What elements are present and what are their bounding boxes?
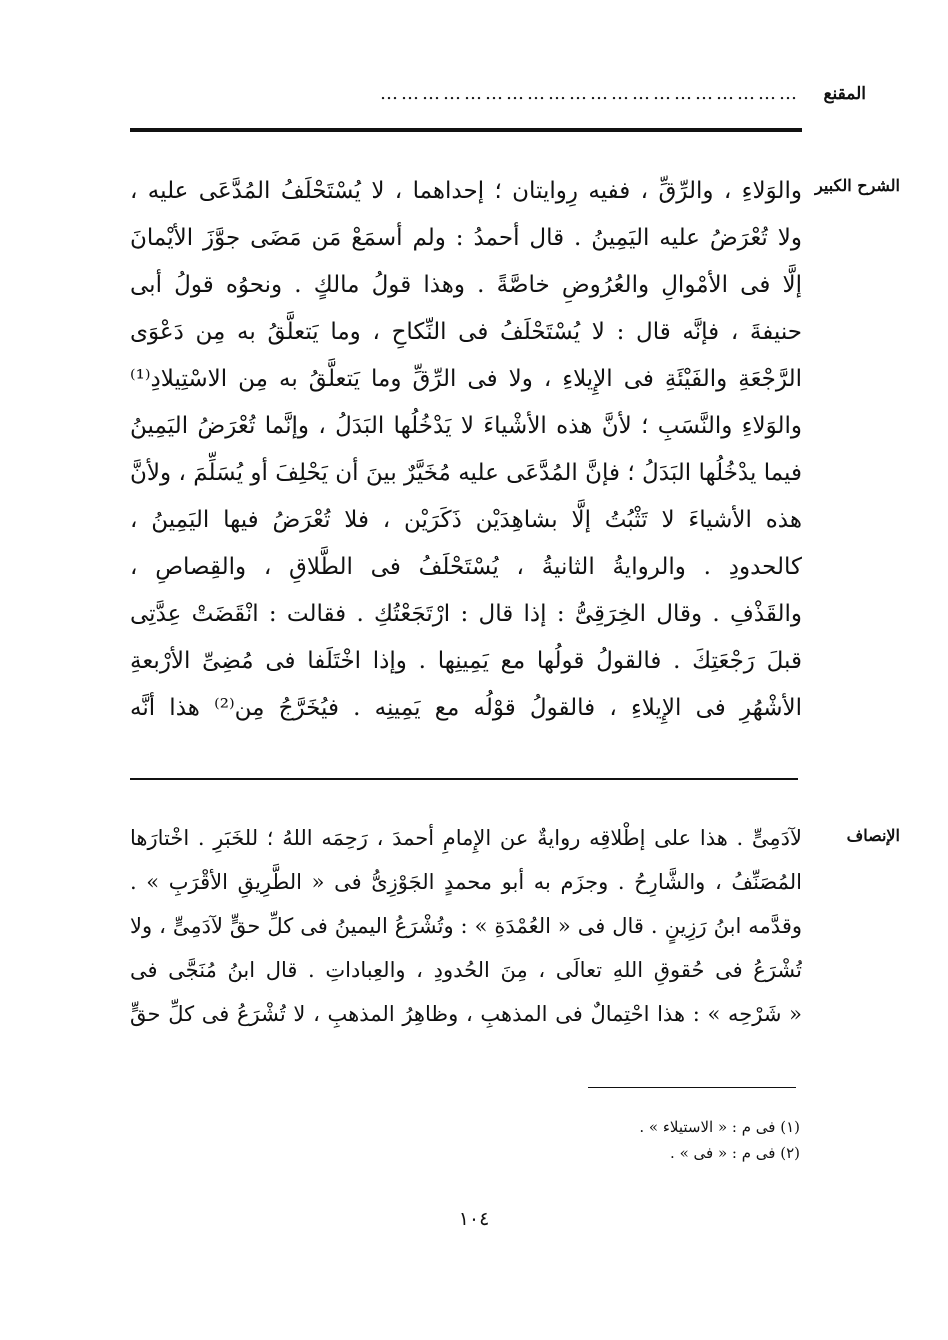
footnotes — [400, 1114, 800, 1166]
section-divider — [130, 778, 798, 780]
text-line: المُصَنِّفُ ، والشَّارِحُ . وجزَم به أبو محمدٍ الجَوْزِىُّ فى « الطَّرِيقِ الأقْرَبِ » . — [130, 870, 802, 894]
side-label-sharh: الشرح الكبير — [815, 176, 900, 195]
main-text — [130, 168, 802, 732]
side-label-insaf: الإنصاف — [846, 826, 900, 845]
text-line: هذه الأشياءَ لا تَثْبُتُ إلَّا بشاهِدَيْن ذَكَرَيْن ، فلا تُعْرَضُ فيها اليَمِينُ ، — [130, 507, 802, 533]
text-line: كالحدودِ . والروايةُ الثانيةُ ، يُسْتَحْلَفُ فى الطَّلاقِ ، والقِصاصِ ، — [130, 554, 802, 580]
footnote-rule — [588, 1087, 796, 1088]
running-title: المقنع — [823, 84, 866, 104]
text-line: حنيفةَ ، فإنَّه قال : لا يُسْتَحْلَفُ فى النِّكاحِ ، وما يَتعلَّقُ به مِن دَعْوَى — [130, 319, 802, 345]
header-rule — [130, 128, 802, 132]
text-line: الرَّجْعَةِ والفَيْئَةِ فى الإِيلاءِ ، ولا فى الرِّقِّ وما يَتعلَّقُ به مِن الاسْتِيلادِ⁽¹⁾ — [130, 366, 802, 392]
text-line: « شَرْحِه » : هذا احْتِمالٌ فى المذهبِ ، وظاهِرُ المذهبِ ، لا تُشْرَعُ فى كلِّ حقٍّ — [130, 1002, 802, 1026]
text-line: الأشْهُرِ فى الإِيلاءِ ، فالقولُ قوْلُه مع يَمِينِه . فيُخَرَّجُ مِن⁽²⁾ هذا أنَّه — [130, 695, 802, 721]
footnote: (١) فى م : « الاستيلاء » . — [639, 1118, 800, 1136]
text-line: إلَّا فى الأمْوالِ والعُرُوضِ خاصَّةً . وهذا قولُ مالكٍ . ونحوُه قولُ أبى — [130, 272, 802, 298]
text-line: وقدَّمه ابنُ رَزِينٍ . قال فى « العُمْدَةِ » : وتُشْرَعُ اليمينُ فى كلِّ حقٍّ لآدَمِىٍّ ، ولا — [130, 914, 802, 938]
page-number: ١٠٤ — [458, 1208, 490, 1230]
text-line: والوَلاءِ ، والرِّقِّ ، ففيه رِوايتان ؛ إحداهما ، لا يُسْتَحْلَفُ المُدَّعَى عليه ، — [130, 178, 802, 204]
text-line: قبلَ رَجْعَتِكَ . فالقولُ قولُها مع يَمِينِها . وإذا اخْتَلَفا فى مُضِىِّ الأرْبعةِ — [130, 648, 802, 674]
text-line: والقَذْفِ . وقال الخِرَقِىُّ : إذا قال : ارْتَجَعْتُكِ . فقالت : انْقَضَتْ عِدَّتِى — [130, 601, 802, 627]
footnote: (٢) فى م : « فى » . — [670, 1144, 800, 1162]
text-line: ولا تُعْرَضُ عليه اليَمِينُ . قال أحمدُ : ولم أسمَعْ مَن مَضَى جوَّزَ الأيْمانَ — [130, 225, 802, 251]
text-line: لآدَمِىٍّ . هذا على إطْلاقِه روايةٌ عن الإِمامِ أحمدَ ، رَحِمَه اللهُ ؛ للخَبَرِ . اخْتارَها — [130, 826, 802, 850]
insaf-text — [130, 816, 802, 1036]
text-line: فيما يدْخُلُها البَدَلُ ؛ فإنَّ المُدَّعَى عليه مُخَيَّرٌ بينَ أن يَحْلِفَ أو يُسَلِّمَ ، ولأنَّ — [130, 460, 802, 486]
header-dot-leader: …………………………………………………… — [380, 83, 800, 104]
text-line: تُشْرَعُ فى حُقوقِ اللهِ تعالَى ، مِنَ الحُدودِ ، والعِباداتِ . قال ابنُ مُنَجَّى فى — [130, 958, 802, 982]
text-line: والوَلاءِ والنَّسَبِ ؛ لأنَّ هذه الأشْياءَ لا يَدْخُلُها البَدَلُ ، وإنَّما تُعْرَضُ اليَمِينُ — [130, 413, 802, 439]
